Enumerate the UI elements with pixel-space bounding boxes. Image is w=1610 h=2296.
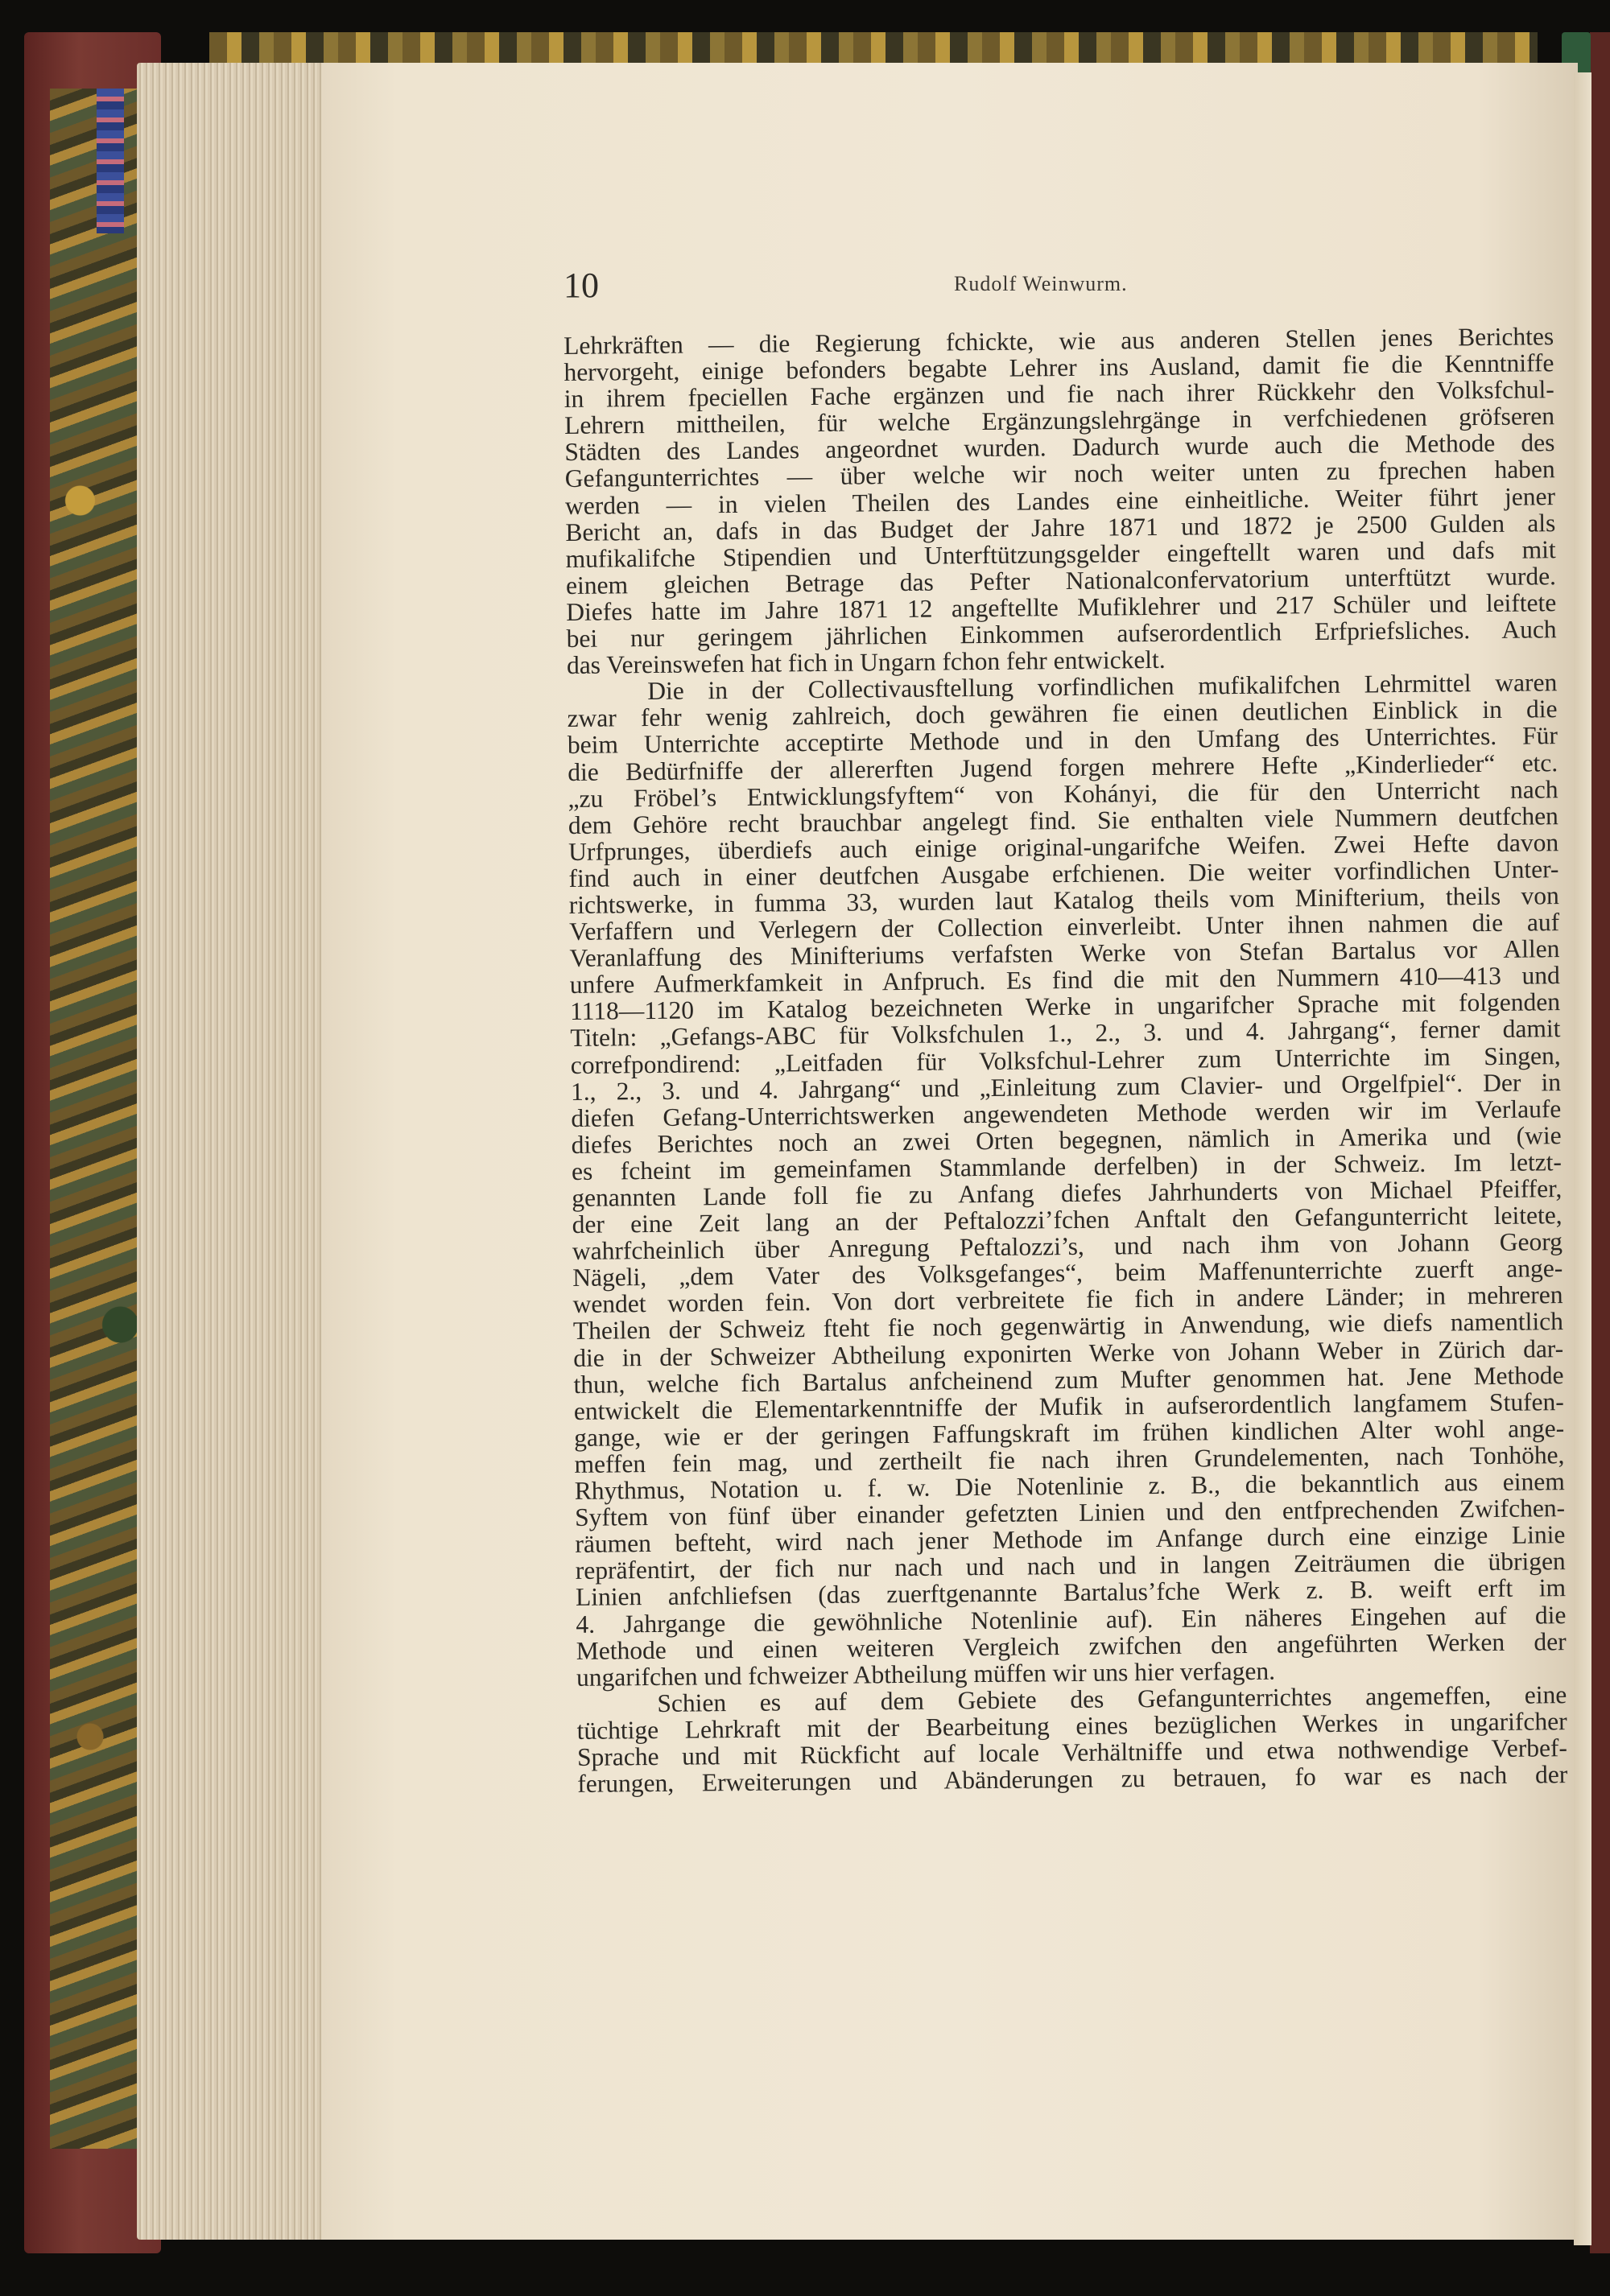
- text-line: Lehrern mittheilen, für welche Ergänzungslehrgänge in verfchiedenen gröfseren: [564, 402, 1555, 440]
- text-line: Theilen der Schweiz fteht fie noch gegenwärtig in Anwendung, wie diefs namentlich: [572, 1307, 1564, 1346]
- text-line: die in der Schweizer Abtheilung exponirten Werke von Johann Weber in Zürich dar-: [573, 1333, 1564, 1372]
- marbled-edge-top: [209, 32, 1538, 64]
- text-line: Lehrkräften — die Regierung fchickte, wie aus anderen Stellen jenes Berichtes: [563, 322, 1554, 360]
- text-line: es fcheint im gemeinfamen Stammlande derfelben) in der Schweiz. Im letzt-: [571, 1148, 1563, 1185]
- text-line: Veranlaffung des Minifteriums verfafsten Werke von Stefan Bartalus vor Allen: [569, 934, 1560, 973]
- text-line: find auch in einer deutfchen Ausgabe erfchienen. Die weiter vorfindlichen Unter-: [568, 855, 1559, 892]
- marbled-endpaper: [50, 89, 151, 2149]
- text-line: diefen Gefang-Unterrichtswerken angewendeten Methode werden wir im Verlaufe: [571, 1094, 1562, 1132]
- text-line: Methode und einen weiteren Vergleich zwifchen den angeführten Werken der: [576, 1626, 1567, 1665]
- text-line: Die in der Collectivausftellung vorfindlichen mufikalifchen Lehrmittel waren: [647, 668, 1558, 706]
- text-line: Nägeli, „dem Vater des Volksgefanges“, beim Maffenunterrichte zuerft ange-: [572, 1254, 1563, 1292]
- text-line: correfpondirend: „Leitfaden für Volksfchul-Lehrer zum Unterrichte im Singen,: [570, 1041, 1561, 1079]
- text-line: Städten des Landes angeordnet wurden. Dadurch wurde auch die Methode des: [564, 428, 1555, 467]
- text-line: 4. Jahrgange die gewöhnliche Notenlinie auf). Ein näheres Eingehen auf die: [576, 1600, 1567, 1639]
- text-line: dem Gehöre recht brauchbar angelegt find. Sie enthalten viele Nummern deutfchen: [568, 801, 1558, 839]
- facing-page-edge: [1574, 72, 1591, 2245]
- text-line: Syftem von fünf über einander gefetzten Linien und den entfprechenden Zwifchen-: [574, 1494, 1566, 1532]
- text-line: diefes Berichtes noch an zwei Orten begegnen, nämlich in Amerika und (wie: [571, 1120, 1562, 1159]
- text-line: der eine Zeit lang an der Peftalozzi’fchen Anftalt den Gefangunterricht leitete,: [572, 1201, 1563, 1239]
- text-line: beim Unterrichte acceptirte Methode und in den Umfang des Unterrichtes. Für: [567, 721, 1558, 760]
- text-line: entwickelt die Elementarkenntniffe der Mufik in aufserordentlich langfamem Stufen-: [573, 1387, 1564, 1425]
- page-block-edges: [137, 63, 326, 2240]
- text-line: zwar fehr wenig zahlreich, doch gewähren fie einen deutlichen Einblick in die: [567, 695, 1558, 733]
- marbled-endpaper-accent: [97, 89, 124, 233]
- text-line: ungarifchen und fchweizer Abtheilung müffen wir uns hier verfagen.: [576, 1656, 1276, 1692]
- text-line: Titeln: „Gefangs-ABC für Volksfchulen 1., 2., 3. und 4. Jahrgang“, ferner damit: [570, 1014, 1561, 1053]
- text-line: Rhythmus, Notation u. f. w. Die Notenlinie z. B., die bekanntlich aus einem: [574, 1467, 1565, 1505]
- text-line: Gefangunterrichtes — über welche wir noch weiter unten zu fprechen haben: [564, 455, 1555, 493]
- text-line: einem gleichen Betrage das Pefter Nationalconfervatorium unterftützt wurde.: [565, 562, 1557, 600]
- text-line: räumen befteht, wird nach jener Methode im Anfange durch eine einzige Linie: [575, 1520, 1566, 1559]
- text-line: Bericht an, dafs in das Budget der Jahre 1871 und 1872 je 2500 Gulden als: [565, 508, 1556, 546]
- text-line: wendet worden fein. Von dort verbreitete fie fich in andere Länder; in mehreren: [572, 1280, 1563, 1319]
- text-line: die Bedürfniffe der allererften Jugend forgen mehrere Hefte „Kinderlieder“ etc.: [568, 748, 1558, 786]
- body-text: [564, 323, 1567, 1797]
- text-line: bei nur geringem jährlichen Einkommen aufserordentlich Erfpriefsliches. Auch: [566, 615, 1557, 653]
- text-line: Sprache und mit Rückficht auf locale Verhältniffe und etwa nothwendige Verbef-: [576, 1733, 1568, 1771]
- text-line: gange, wie er der geringen Faffungskraft im frühen kindlichen Alter wohl ange-: [574, 1413, 1565, 1452]
- text-line: richtswerke, in fumma 33, wurden laut Katalog theils vom Minifterium, theils von: [568, 881, 1559, 919]
- text-line: thun, welche fich Bartalus anfcheinend zum Mufter genommen hat. Jene Methode: [573, 1360, 1564, 1399]
- running-head: Rudolf Weinwurm.: [954, 272, 1128, 295]
- page-number: 10: [564, 266, 599, 305]
- text-line: tüchtige Lehrkraft mit der Bearbeitung eines bezüglichen Werkes in ungarifcher: [576, 1706, 1567, 1745]
- text-line: ferungen, Erweiterungen und Abänderungen zu betrauen, fo war es nach der: [577, 1760, 1568, 1798]
- text-line: Urfprunges, überdiefs auch einige original-ungarifche Weifen. Zwei Hefte davon: [568, 827, 1559, 866]
- book-cover-right: [1590, 32, 1610, 2253]
- text-line: wahrfcheinlich über Anregung Peftalozzi’s, und nach ihm von Johann Georg: [572, 1227, 1563, 1266]
- text-line: mufikalifche Stipendien und Unterftützungsgelder eingeftellt waren und dafs mit: [565, 534, 1556, 573]
- text-line: „zu Fröbel’s Entwicklungsfyftem“ von Kohányi, die für den Unterricht nach: [568, 774, 1558, 813]
- text-line: Schien es auf dem Gebiete des Gefangunterrichtes angemeffen, eine: [657, 1680, 1567, 1717]
- text-line: repräfentirt, der fich nur nach und nach und in langen Zeiträumen die übrigen: [575, 1547, 1566, 1585]
- text-line: in ihrem fpeciellen Fache ergänzen und fie nach ihrer Rückkehr den Volksfchul-: [564, 375, 1554, 414]
- text-line: das Vereinswefen hat fich in Ungarn fchon fehr entwickelt.: [566, 645, 1166, 680]
- text-line: Verfaffern und Verlegern der Collection einverleibt. Unter ihnen nahmen die auf: [568, 908, 1560, 946]
- text-line: meffen fein mag, und zertheilt fie nach ihren Grundelementen, nach Tonhöhe,: [574, 1441, 1565, 1478]
- text-line: genannten Lande foll fie zu Anfang diefes Jahrhunderts von Michael Pfeiffer,: [572, 1174, 1563, 1212]
- text-line: unfere Aufmerkfamkeit in Anfpruch. Es find die mit den Nummern 410—413 und: [569, 961, 1560, 1000]
- text-line: Diefes hatte im Jahre 1871 12 angeftellte Mufiklehrer und 217 Schüler und leiftete: [566, 588, 1557, 626]
- text-line: hervorgeht, einige befonders begabte Lehrer ins Ausland, damit fie die Kenntniffe: [564, 348, 1554, 387]
- text-line: 1118—1120 im Katalog bezeichneten Werke in ungarifcher Sprache mit folgenden: [569, 987, 1561, 1026]
- text-line: werden — in vielen Theilen des Landes eine einheitliche. Weiter führt jener: [564, 481, 1556, 520]
- text-line: Linien anfchliefsen (das zuerftgenannte Bartalus’fche Werk z. B. weift erft im: [575, 1573, 1567, 1612]
- text-line: 1., 2., 3. und 4. Jahrgang“ und „Einleitung zum Clavier- und Orgelfpiel“. Der in: [570, 1067, 1562, 1106]
